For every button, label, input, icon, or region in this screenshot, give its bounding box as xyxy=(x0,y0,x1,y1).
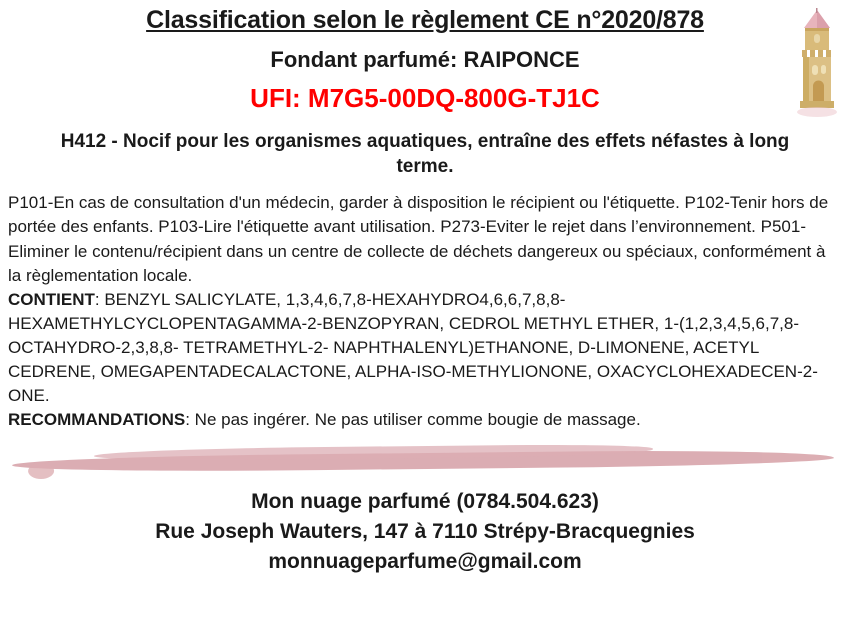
footer-contact xyxy=(8,487,842,578)
pink-brush-stroke xyxy=(12,448,834,473)
body-text xyxy=(8,191,842,432)
decorative-divider xyxy=(8,443,842,485)
precautionary-statements: P101-En cas de consultation d'un médecin, garder à disposition le récipient ou l'étiquette. P102-Tenir hors de portée des enfants. P103-Lire l'étiquette avant utilisation. P273-Eviter le rejet dans l’environnement. P501-Eliminer le contenu/récipient dans un centre de collecte de déchets dangereux ou spéciaux, conformément à la règlementation locale. xyxy=(8,193,829,285)
product-name: Fondant parfumé: RAIPONCE xyxy=(270,46,580,72)
footer-company: Mon nuage parfumé (0784.504.623) xyxy=(251,489,599,513)
footer-email: monnuageparfume@gmail.com xyxy=(268,550,582,574)
contains-label: CONTIENT xyxy=(8,289,95,309)
label-document xyxy=(0,6,850,643)
footer-address: Rue Joseph Wauters, 147 à 7110 Strépy-Bracquegnies xyxy=(155,520,695,543)
recommendations-paragraph xyxy=(8,408,842,432)
hazard-statement: H412 - Nocif pour les organismes aquatiques, entraîne des effets néfastes à long terme. xyxy=(60,130,790,177)
page-title: Classification selon le règlement CE n°2020/878 xyxy=(146,6,704,34)
contains-value: : BENZYL SALICYLATE, 1,3,4,6,7,8-HEXAHYDRO4,6,6,7,8,8-HEXAMETHYLCYCLOPENTAGAMMA-2-BENZOPYRAN, CEDROL METHYL ETHER, 1-(1,2,3,4,5,6,7,8- OCTAHYDRO-2,3,8,8- TETRAMETHYL-2- NAPHTHALENYL)ETHANONE, D-LIMONENE, ACETYL CEDRENE, OMEGAPENTADECALACTONE, ALPHA-ISO-METHYLIONONE, OXACYCLOHEXADECEN-2- ONE. xyxy=(8,289,818,406)
recommendations-label: RECOMMANDATIONS xyxy=(8,410,186,430)
recommendations-value: : Ne pas ingérer. Ne pas utiliser comme bougie de massage. xyxy=(185,410,641,430)
contains-paragraph xyxy=(8,288,842,409)
ufi-code: UFI: M7G5-00DQ-800G-TJ1C xyxy=(250,83,600,114)
castle-tower-logo-icon xyxy=(790,8,844,126)
